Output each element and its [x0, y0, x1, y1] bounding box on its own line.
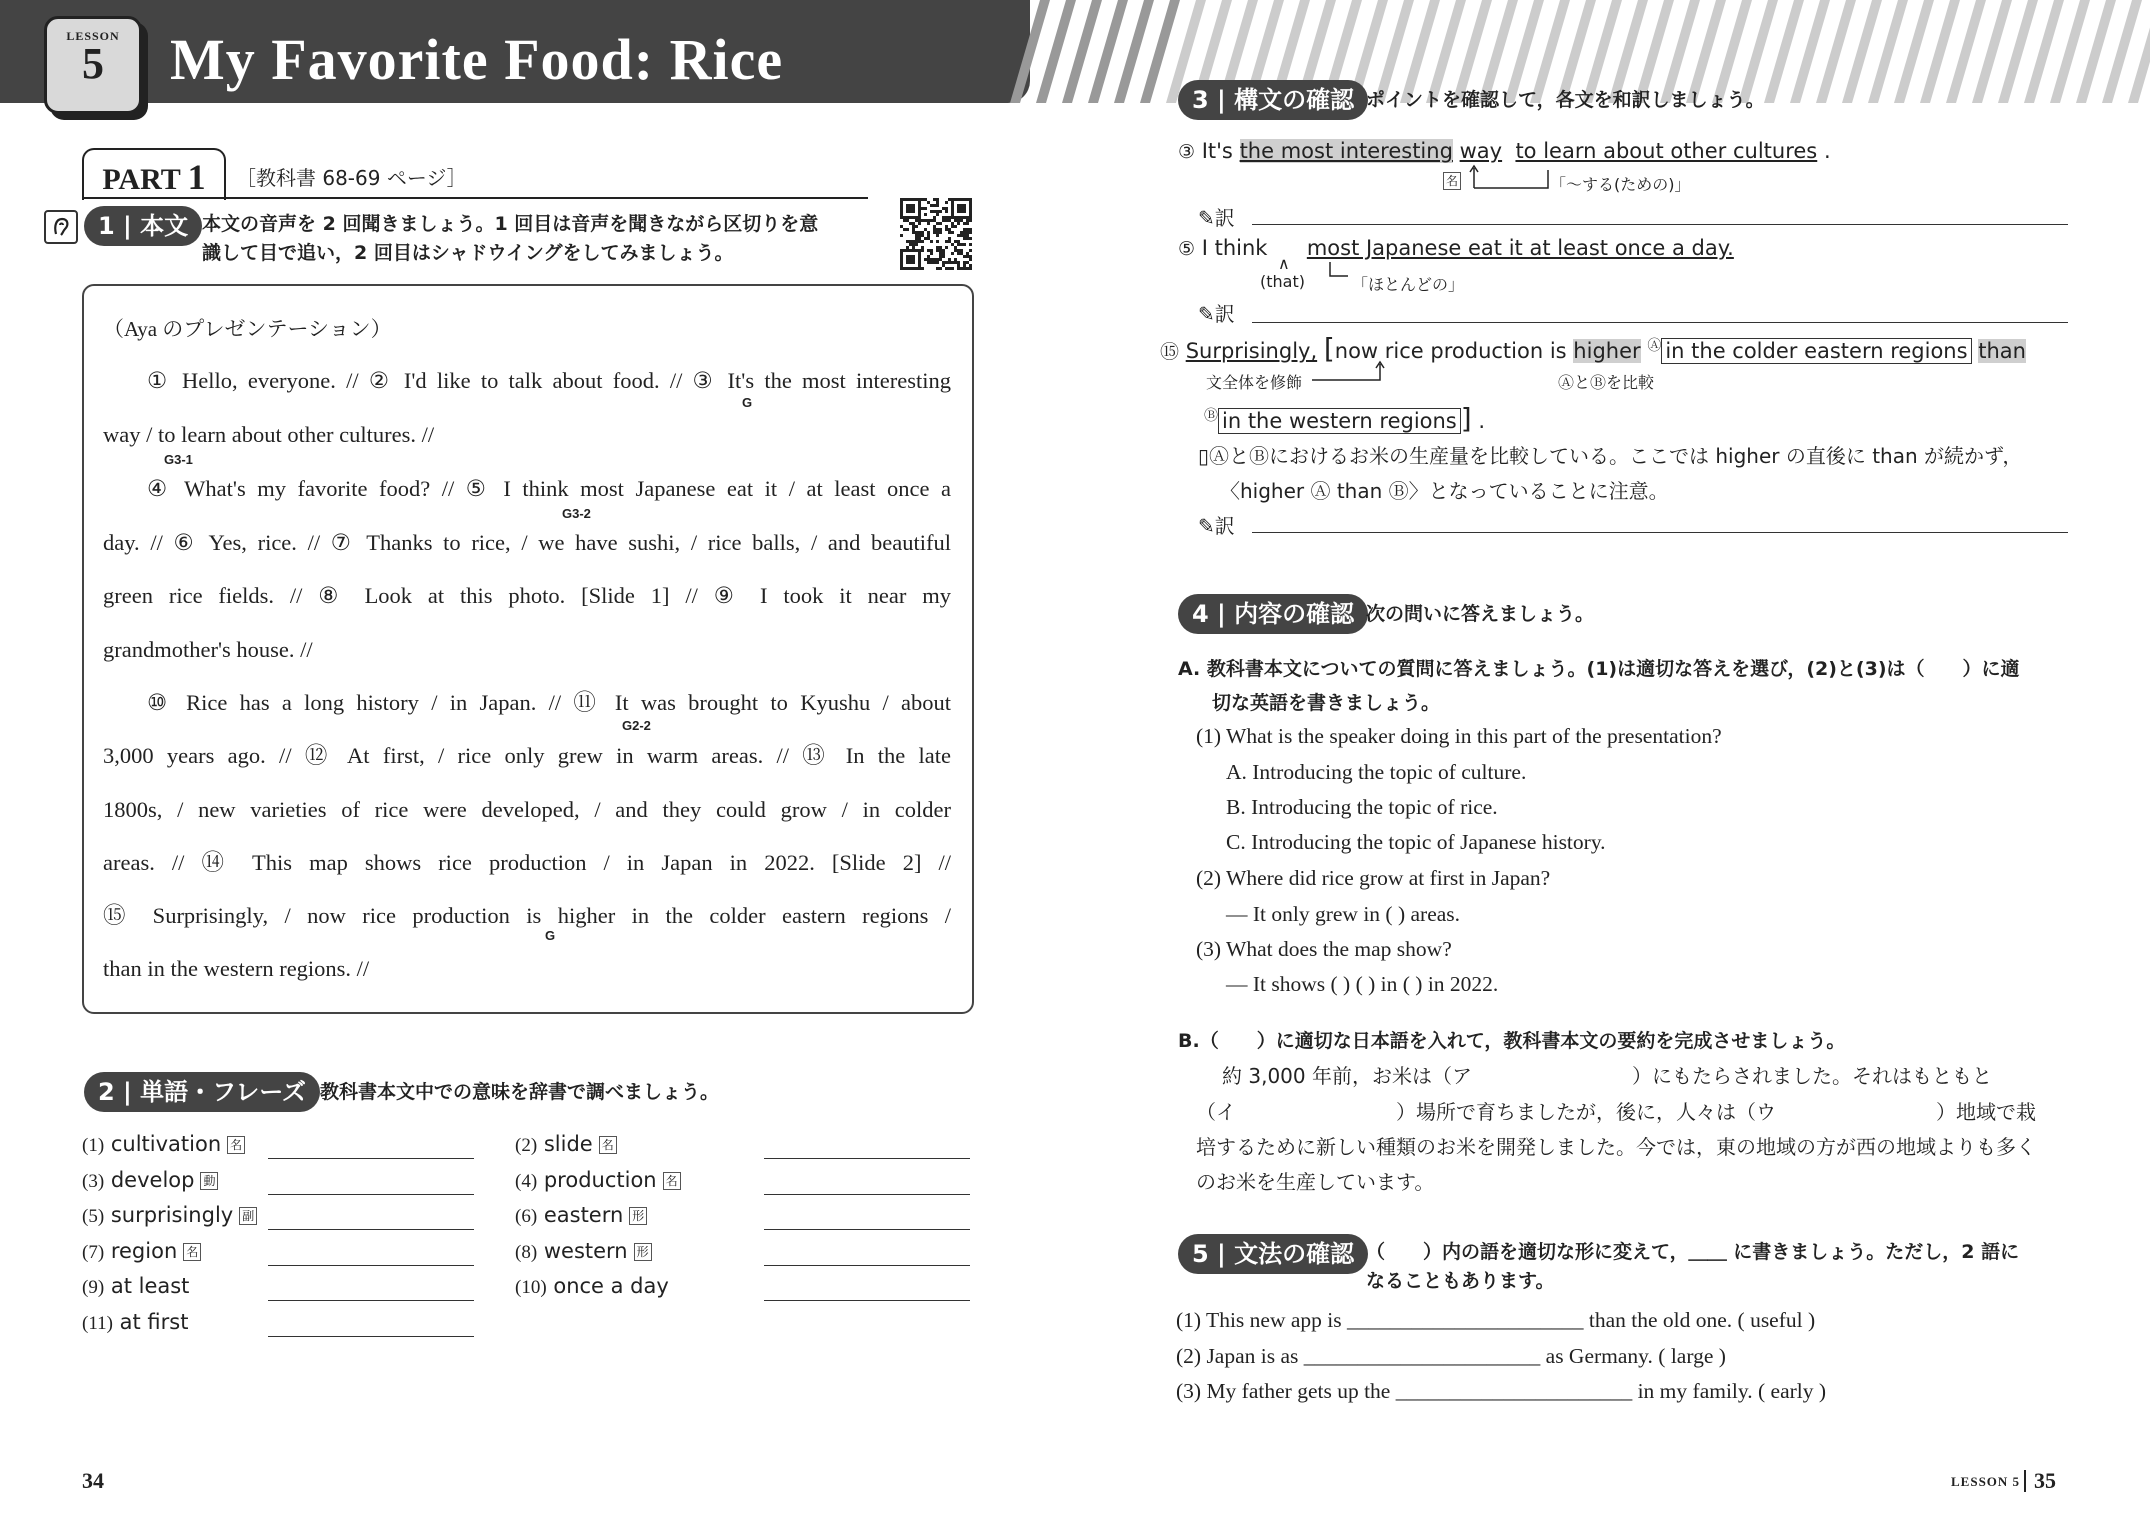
sentence-text: I think — [1201, 236, 1268, 260]
vocab-answer-line[interactable] — [268, 1336, 474, 1337]
vocab-number: (7) — [82, 1241, 105, 1263]
section1-desc — [202, 210, 818, 268]
section5-badge: 5 | 文法の確認 — [1178, 1234, 1368, 1274]
part-of-speech: 形 — [634, 1243, 652, 1261]
grammar-mark: G — [545, 928, 556, 943]
reading-line: 3,000 years ago. // ⑫ At first, / rice only grew in warm areas. // ⑬ In the late — [103, 743, 951, 768]
grammar-question-2[interactable]: (2) Japan is as ______________________ as Germany. ( large ) — [1176, 1344, 1726, 1368]
grammar-mark: G3-2 — [562, 506, 591, 521]
hint-icon: ▯ — [1198, 444, 1210, 468]
highlight-than: than — [1978, 339, 2026, 363]
that-omitted: (that) — [1260, 272, 1305, 291]
reading-line: ④ What's my favorite food? // ⑤ I think most Japanese eat it / at least once a — [147, 476, 951, 501]
reading-line: 1800s, / new varieties of rice were developed, / and they could grow / in colder — [103, 797, 951, 822]
section5-desc-line2: なることもあります。 — [1366, 1270, 1555, 1292]
section5-desc — [1366, 1238, 2019, 1296]
vocab-item — [515, 1203, 647, 1228]
translation-label: ✎訳 — [1198, 302, 1235, 326]
vocab-answer-line[interactable] — [268, 1158, 474, 1159]
translation-line[interactable] — [1252, 532, 2068, 533]
summary-line: 培するために新しい種類のお米を開発しました。今では，東の地域の方が西の地域よりも多く — [1196, 1135, 2036, 1159]
choice-a[interactable]: A. Introducing the topic of culture. — [1226, 760, 1527, 784]
vocab-word: region — [110, 1238, 178, 1263]
reading-intro: （Aya のプレゼンテーション） — [103, 317, 392, 341]
explanation-line: 〈higher Ⓐ than Ⓑ〉となっていることに注意。 — [1220, 479, 1669, 503]
choice-b[interactable]: B. Introducing the topic of rice. — [1226, 795, 1498, 819]
textbook-ref: ［教科書 68-69 ページ］ — [236, 166, 467, 190]
noun-mark: 名 — [1443, 172, 1461, 190]
sentence-15-cont: Ⓑ in the western regions ] . — [1204, 402, 1486, 435]
grammar-mark: G — [742, 395, 753, 410]
vocab-item — [82, 1239, 201, 1264]
vocab-answer-line[interactable] — [764, 1229, 970, 1230]
sentence-15: ⑮ Surprisingly, [now rice production is higher Ⓐ in the colder eastern regions than — [1160, 332, 2026, 365]
page-number-left: 34 — [82, 1468, 104, 1493]
reading-line: ⑩ Rice has a long history / in Japan. // ⑪ It was brought to Kyushu / about — [147, 690, 951, 715]
lesson-number: 5 — [82, 39, 104, 88]
reading-line: way / to learn about other cultures. // — [103, 422, 435, 447]
vocab-item — [82, 1168, 218, 1193]
explanation-line: ▯ⒶとⒷにおけるお米の生産量を比較している。ここでは higher の直後に than が続かず， — [1198, 444, 2023, 468]
sentence-end: . — [1478, 409, 1486, 433]
translation-label: ✎訳 — [1198, 206, 1235, 230]
footer-divider — [2024, 1470, 2026, 1492]
sentence-end: . — [1823, 139, 1831, 163]
part-of-speech: 形 — [629, 1207, 647, 1225]
vocab-answer-line[interactable] — [764, 1158, 970, 1159]
sentence-text: most Japanese eat it at least once a day. — [1306, 236, 1734, 260]
vocab-number: (6) — [515, 1206, 538, 1227]
lesson-badge — [44, 16, 142, 114]
section1-desc-line1: 本文の音声を 2 回聞きましょう。1 回目は音声を聞きながら区切りを意 — [202, 213, 819, 235]
highlight-superlative: the most interesting — [1239, 139, 1453, 163]
question-1: (1) What is the speaker doing in this part of the presentation? — [1196, 724, 1722, 748]
page-title: My Favorite Food: Rice — [170, 27, 784, 92]
vocab-answer-line[interactable] — [268, 1194, 474, 1195]
vocab-number: (10) — [515, 1277, 547, 1298]
sentence-number: ③ — [1178, 142, 1196, 163]
summary-line[interactable]: （イ ）場所で育ちましたが，後に，人々は（ウ ）地域で栽 — [1196, 1100, 2036, 1124]
note-most: 「ほとんどの」 — [1352, 275, 1465, 294]
vocab-word: eastern — [543, 1203, 624, 1227]
vocab-item — [82, 1203, 257, 1228]
vocab-word: at first — [119, 1309, 189, 1334]
lesson-label: LESSON — [66, 29, 120, 43]
section1-desc-line2: 識して目で追い，2 回目はシャドウイングをしてみましょう。 — [202, 242, 734, 264]
vocab-word: develop — [110, 1167, 195, 1192]
label-b: Ⓑ — [1204, 408, 1218, 424]
label-a: Ⓐ — [1647, 338, 1662, 354]
vocab-word: cultivation — [110, 1132, 222, 1156]
vocab-number: (11) — [82, 1312, 113, 1334]
qr-code[interactable] — [900, 198, 972, 270]
sentence-text: Surprisingly, — [1185, 339, 1318, 363]
vocab-item — [82, 1310, 188, 1335]
part-of-speech: 名 — [663, 1172, 681, 1190]
reading-line: than in the western regions. // — [103, 956, 370, 981]
question-2: (2) Where did rice grow at first in Japan? — [1196, 866, 1551, 890]
compare-b-box: in the western regions — [1218, 408, 1461, 434]
vocab-answer-line[interactable] — [268, 1265, 474, 1266]
vocab-item — [515, 1274, 669, 1299]
vocab-number: (2) — [515, 1135, 538, 1156]
sentence-number: ⑮ — [1160, 342, 1180, 363]
part-of-speech: 動 — [200, 1172, 218, 1190]
vocab-item — [82, 1274, 189, 1299]
reading-line: ① Hello, everyone. // ② I'd like to talk about food. // ③ It's the most interesting — [147, 368, 951, 393]
note-sentence-modifier: 文全体を修飾 — [1206, 373, 1303, 392]
note-infinitive: 「～する(ための)」 — [1550, 175, 1691, 194]
section2-badge: 2 | 単語・フレーズ — [84, 1072, 320, 1112]
highlight-comparative: higher — [1573, 339, 1641, 363]
summary-line[interactable]: 約 3,000 年前，お米は（ア ）にもたらされました。それはもともと — [1222, 1064, 1992, 1088]
compare-a-box: in the colder eastern regions — [1661, 338, 1971, 364]
caret-icon: ∧ — [1278, 254, 1290, 273]
translation-line[interactable] — [1252, 224, 2068, 225]
reading-line: green rice fields. // ⑧ Look at this photo. [Slide 1] // ⑨ I took it near my — [103, 583, 951, 608]
vocab-item — [515, 1132, 617, 1157]
summary-line: のお米を生産しています。 — [1196, 1170, 1435, 1194]
sentence-text: way — [1459, 139, 1503, 163]
vocab-item — [515, 1168, 681, 1193]
part-of-speech: 副 — [239, 1207, 257, 1225]
vocab-number: (5) — [82, 1206, 105, 1227]
footer-lesson: LESSON 5 — [1951, 1474, 2021, 1489]
reading-line: areas. // ⑭ This map shows rice production / in Japan in 2022. [Slide 2] // — [103, 850, 951, 875]
section4-b-line: B.（ ）に適切な日本語を入れて，教科書本文の要約を完成させましょう。 — [1178, 1030, 1846, 1052]
section4-badge: 4 | 内容の確認 — [1178, 594, 1368, 634]
sentence-text: now rice production is — [1334, 339, 1567, 363]
sentence-3 — [1178, 139, 1831, 164]
section4-a-line2: 切な英語を書きましょう。 — [1212, 692, 1441, 714]
note-compare: ⒶとⒷを比較 — [1558, 373, 1655, 392]
grammar-question-3[interactable]: (3) My father gets up the ______________________ in my family. ( early ) — [1176, 1379, 1827, 1403]
vocab-number: (3) — [82, 1170, 105, 1192]
sentence-5 — [1178, 236, 1734, 261]
modifier-arrow — [1468, 164, 1558, 190]
grammar-mark: G2-2 — [622, 718, 651, 733]
vocab-item — [82, 1132, 245, 1157]
section2-desc: 教科書本文中での意味を辞書で調べましょう。 — [320, 1081, 720, 1103]
section4-a-line1: A. 教科書本文についての質問に答えましょう。(1)は適切な答えを選び，(2)と(3)は（ ）に適 — [1178, 658, 2020, 680]
vocab-word: slide — [543, 1132, 593, 1156]
grammar-question-1[interactable]: (1) This new app is ______________________ than the old one. ( useful ) — [1176, 1308, 1816, 1332]
answer-2[interactable]: — It only grew in ( ) areas. — [1226, 902, 1461, 926]
translation-line[interactable] — [1252, 322, 2068, 323]
vocab-word: once a day — [553, 1274, 669, 1298]
ear-icon — [44, 210, 78, 244]
modifier-arrow — [1326, 262, 1354, 282]
infinitive-phrase: to learn about other cultures — [1515, 139, 1818, 163]
modifier-arrow — [1310, 360, 1386, 384]
choice-c[interactable]: C. Introducing the topic of Japanese history. — [1226, 830, 1606, 854]
section1-badge: 1 | 本文 — [84, 206, 202, 246]
part-of-speech: 名 — [227, 1136, 245, 1154]
page-number-right: 35 — [2034, 1468, 2056, 1493]
part-label: PART — [102, 163, 181, 196]
vocab-answer-line[interactable] — [764, 1265, 970, 1266]
translation-label: ✎訳 — [1198, 514, 1235, 538]
section3-badge: 3 | 構文の確認 — [1178, 80, 1368, 120]
vocab-word: production — [543, 1167, 657, 1192]
part-of-speech: 名 — [599, 1136, 617, 1154]
vocab-item — [515, 1239, 652, 1264]
section3-desc: ポイントを確認して，各文を和訳しましょう。 — [1366, 89, 1765, 111]
vocab-number: (1) — [82, 1135, 105, 1156]
sentence-text: It's — [1201, 139, 1233, 163]
grammar-mark: G3-1 — [164, 452, 193, 467]
vocab-word: surprisingly — [110, 1203, 234, 1227]
vocab-word: at least — [110, 1274, 190, 1298]
answer-3[interactable]: — It shows ( ) ( ) in ( ) in 2022. — [1226, 972, 1499, 996]
reading-line: ⑮ Surprisingly, / now rice production is higher in the colder eastern regions / — [103, 903, 951, 928]
reading-line: grandmother's house. // — [103, 637, 313, 662]
vocab-number: (4) — [515, 1170, 538, 1192]
part-tab — [82, 148, 226, 200]
question-3: (3) What does the map show? — [1196, 937, 1452, 961]
vocab-word: western — [543, 1238, 628, 1263]
part-divider — [82, 197, 868, 199]
section5-desc-line1: （ ）内の語を適切な形に変えて，＿＿ に書きましょう。ただし，2 語に — [1366, 1241, 2020, 1263]
part-of-speech: 名 — [183, 1243, 201, 1261]
vocab-answer-line[interactable] — [268, 1229, 474, 1230]
vocab-number: (8) — [515, 1241, 538, 1263]
reading-line: day. // ⑥ Yes, rice. // ⑦ Thanks to rice, / we have sushi, / rice balls, / and beautiful — [103, 530, 951, 555]
sentence-number: ⑤ — [1178, 239, 1196, 260]
part-number: 1 — [187, 157, 206, 197]
section4-desc: 次の問いに答えましょう。 — [1366, 603, 1595, 625]
vocab-answer-line[interactable] — [268, 1300, 474, 1301]
vocab-number: (9) — [82, 1277, 105, 1298]
vocab-answer-line[interactable] — [764, 1194, 970, 1195]
vocab-answer-line[interactable] — [764, 1300, 970, 1301]
